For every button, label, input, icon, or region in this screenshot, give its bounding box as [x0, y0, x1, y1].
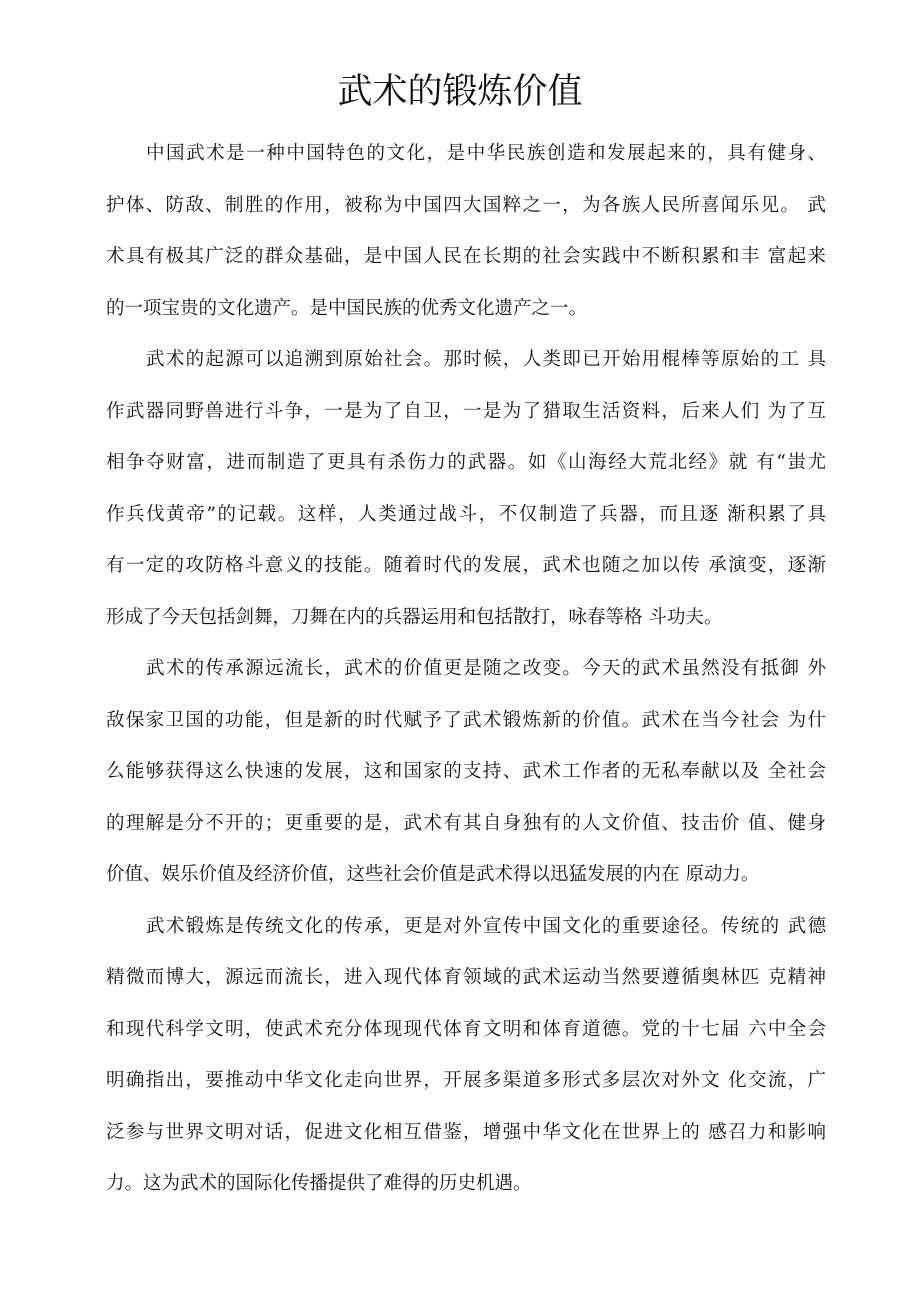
paragraph-line: 泛参与世界文明对话，促进文化相互借鉴，增强中华文化在世界上的 感召力和影响: [106, 1121, 826, 1143]
paragraph-2: [106, 334, 826, 643]
paragraph-4: [106, 901, 826, 1210]
paragraph-line: 精微而博大，源远而流长，进入现代体育领域的武术运动当然要遵循奥林匹 克精神: [106, 967, 826, 988]
paragraph-1: [106, 128, 826, 334]
paragraph-line: 有一定的攻防格斗意义的技能。随着时代的发展，武术也随之加以传 承演变，逐渐: [106, 555, 826, 576]
paragraph-line: 相争夺财富，进而制造了更具有杀伤力的武器。如《山海经大荒北经》就 有“蚩尤: [106, 452, 826, 473]
paragraph-line: 中国武术是一种中国特色的文化，是中华民族创造和发展起来的，具有健身、: [146, 143, 826, 164]
paragraph-line: 力。这为武术的国际化传播提供了难得的历史机遇。: [106, 1173, 532, 1194]
paragraph-line: 价值、娱乐价值及经济价值，这些社会价值是武术得以迅猛发展的内在 原动力。: [106, 864, 760, 885]
paragraph-line: 的理解是分不开的；更重要的是，武术有其自身独有的人文价值、技击价 值、健身: [106, 812, 826, 834]
paragraph-line: 敌保家卫国的功能，但是新的时代赋予了武术锻炼新的价值。武术在当今社会 为什: [106, 709, 826, 731]
paragraph-line: 明确指出，要推动中华文化走向世界，开展多渠道多形式多层次对外文 化交流，广: [106, 1070, 826, 1091]
paragraph-line: 和现代科学文明，使武术充分体现现代体育文明和体育道德。党的十七届 六中全会: [106, 1018, 826, 1040]
paragraph-3: [106, 643, 826, 901]
document-title: 武术的锻炼价值: [337, 72, 583, 112]
paragraph-line: 作武器同野兽进行斗争，一是为了自卫，一是为了猎取生活资料，后来人们 为了互: [106, 400, 826, 422]
document-body: [106, 128, 826, 1210]
paragraph-line: 形成了今天包括剑舞，刀舞在内的兵器运用和包括散打，咏春等格 斗功夫。: [106, 606, 723, 628]
paragraph-line: 么能够获得这么快速的发展，这和国家的支持、武术工作者的无私奉献以及 全社会: [106, 761, 826, 782]
paragraph-line: 的一项宝贵的文化遗产。是中国民族的优秀文化遗产之一。: [106, 297, 588, 319]
paragraph-line: 护体、防敌、制胜的作用，被称为中国四大国粹之一，为各族人民所喜闻乐见。 武: [106, 194, 826, 216]
paragraph-line: 武术的传承源远流长，武术的价值更是随之改变。今天的武术虽然没有抵御 外: [146, 658, 826, 679]
paragraph-line: 武术的起源可以追溯到原始社会。那时候，人类即已开始用棍棒等原始的工 具: [146, 349, 826, 370]
paragraph-line: 术具有极其广泛的群众基础，是中国人民在长期的社会实践中不断积累和丰 富起来: [106, 246, 826, 267]
paragraph-line: 作兵伐黄帝”的记载。这样，人类通过战斗，不仅制造了兵器，而且逐 渐积累了具: [106, 503, 826, 525]
paragraph-line: 武术锻炼是传统文化的传承，更是对外宣传中国文化的重要途径。传统的 武德: [146, 915, 826, 937]
